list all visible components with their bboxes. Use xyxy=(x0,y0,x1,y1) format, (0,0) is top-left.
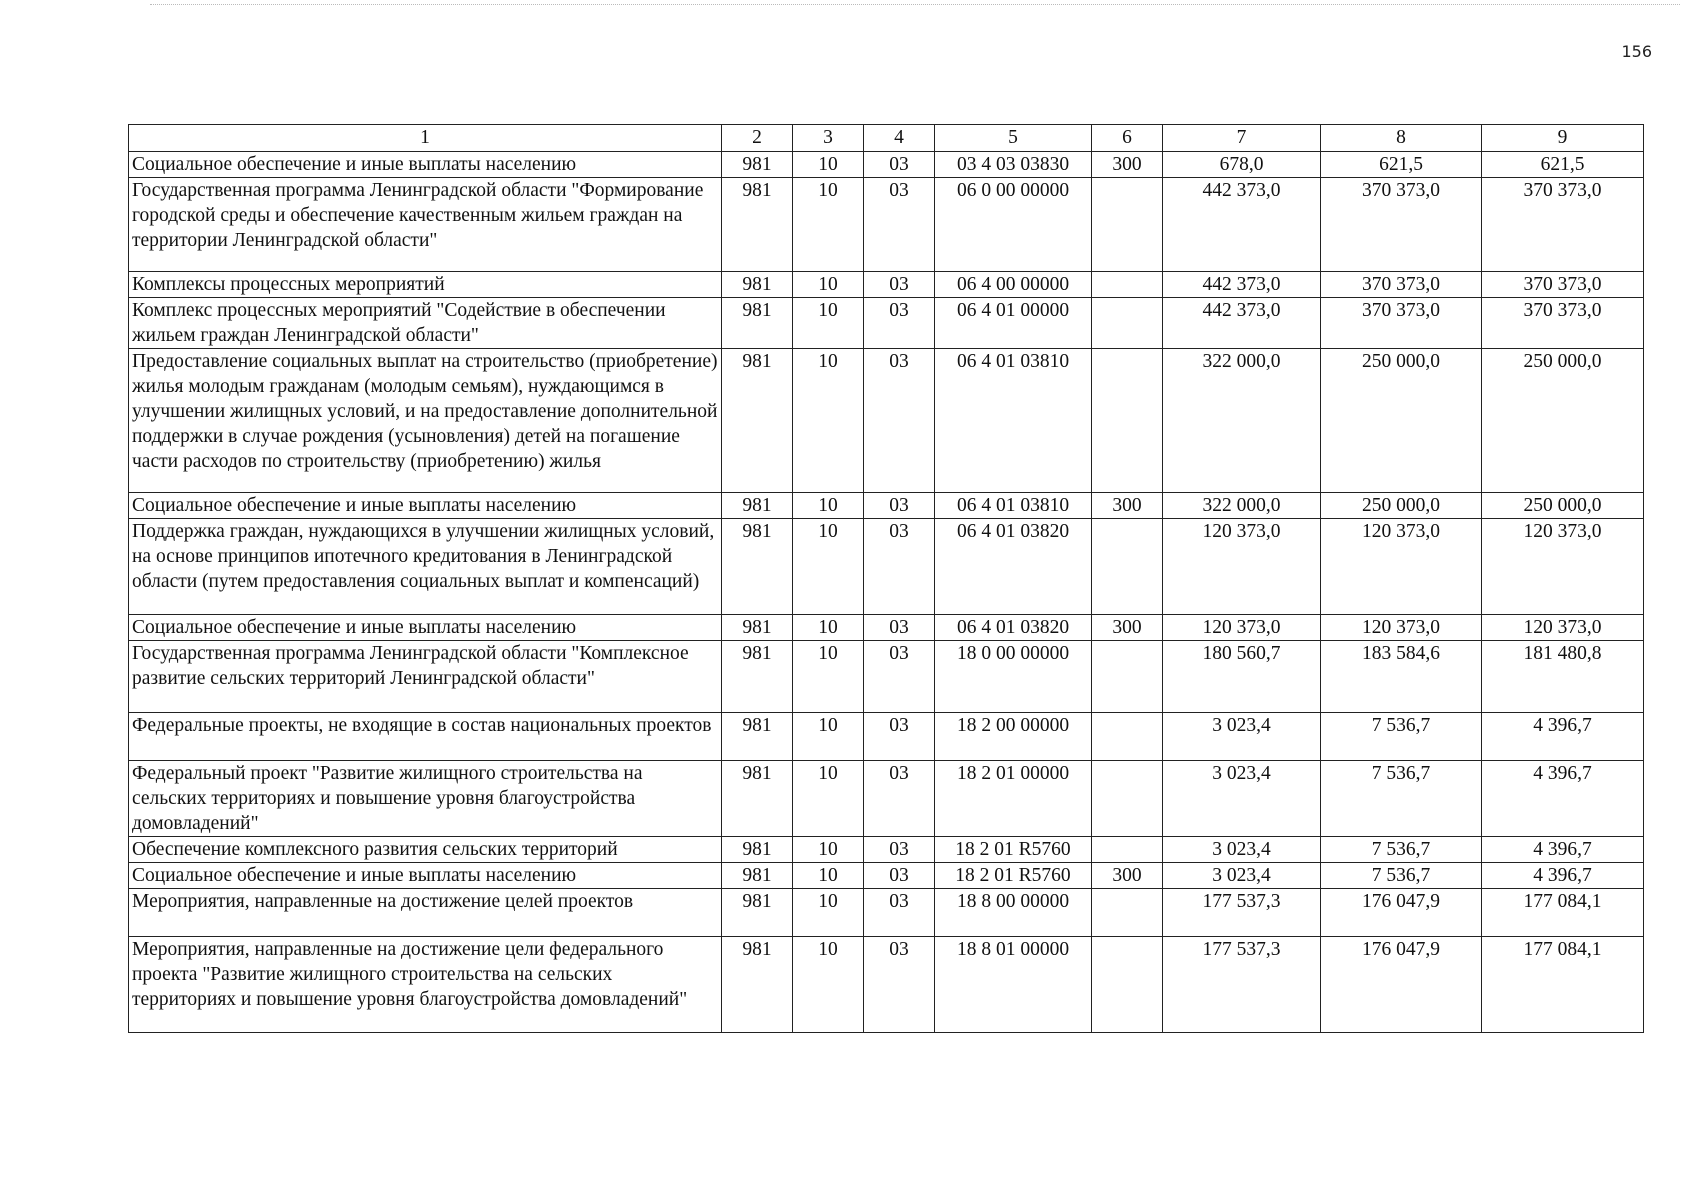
section-code-cell: 10 xyxy=(793,272,864,298)
section-code-cell: 10 xyxy=(793,178,864,272)
grbs-code-cell: 981 xyxy=(722,349,793,493)
row-name-cell: Социальное обеспечение и иные выплаты населению xyxy=(129,152,722,178)
amount-col8-cell: 370 373,0 xyxy=(1321,178,1482,272)
amount-col9-cell: 621,5 xyxy=(1482,152,1644,178)
amount-col7-cell: 3 023,4 xyxy=(1163,863,1321,889)
amount-col7-cell: 322 000,0 xyxy=(1163,349,1321,493)
subsection-code-cell: 03 xyxy=(864,937,935,1033)
amount-col9-cell: 120 373,0 xyxy=(1482,615,1644,641)
section-code-cell: 10 xyxy=(793,493,864,519)
row-name-cell: Комплексы процессных мероприятий xyxy=(129,272,722,298)
table-row xyxy=(129,615,1644,641)
row-name-cell: Мероприятия, направленные на достижение цели федерального проекта "Развитие жилищного строительства на сельских территориях и повышение уровня благоустройства домовладений" xyxy=(129,937,722,1033)
grbs-code-cell: 981 xyxy=(722,837,793,863)
amount-col9-cell: 370 373,0 xyxy=(1482,178,1644,272)
target-article-cell: 06 4 01 03810 xyxy=(935,493,1092,519)
target-article-cell: 06 4 01 03810 xyxy=(935,349,1092,493)
row-name-cell: Поддержка граждан, нуждающихся в улучшении жилищных условий, на основе принципов ипотечного кредитования в Ленинградской области (путем предоставления социальных выплат и компенсаций) xyxy=(129,519,722,615)
section-code-cell: 10 xyxy=(793,761,864,837)
amount-col9-cell: 4 396,7 xyxy=(1482,837,1644,863)
section-code-cell: 10 xyxy=(793,519,864,615)
amount-col9-cell: 177 084,1 xyxy=(1482,937,1644,1033)
expense-type-cell xyxy=(1092,298,1163,349)
subsection-code-cell: 03 xyxy=(864,298,935,349)
amount-col9-cell: 250 000,0 xyxy=(1482,493,1644,519)
grbs-code-cell: 981 xyxy=(722,615,793,641)
grbs-code-cell: 981 xyxy=(722,152,793,178)
grbs-code-cell: 981 xyxy=(722,178,793,272)
subsection-code-cell: 03 xyxy=(864,863,935,889)
row-name-cell: Обеспечение комплексного развития сельских территорий xyxy=(129,837,722,863)
header-row xyxy=(129,125,1644,152)
table-row xyxy=(129,889,1644,937)
page-number: 156 xyxy=(1621,42,1652,61)
row-name-cell: Предоставление социальных выплат на строительство (приобретение) жилья молодым гражданам (молодым семьям), нуждающимся в улучшении жилищных условий, и на предоставление дополнительной поддержки в случае рождения (усыновления) детей на погашение части расходов по строительству (приобретению) жилья xyxy=(129,349,722,493)
table-row xyxy=(129,178,1644,272)
row-name-cell: Мероприятия, направленные на достижение целей проектов xyxy=(129,889,722,937)
header-cell: 8 xyxy=(1321,125,1482,152)
expense-type-cell xyxy=(1092,713,1163,761)
amount-col9-cell: 4 396,7 xyxy=(1482,761,1644,837)
expense-type-cell: 300 xyxy=(1092,493,1163,519)
target-article-cell: 18 8 01 00000 xyxy=(935,937,1092,1033)
expense-type-cell xyxy=(1092,837,1163,863)
amount-col7-cell: 120 373,0 xyxy=(1163,615,1321,641)
row-name-cell: Государственная программа Ленинградской области "Комплексное развитие сельских территорий Ленинградской области" xyxy=(129,641,722,713)
target-article-cell: 18 8 00 00000 xyxy=(935,889,1092,937)
section-code-cell: 10 xyxy=(793,641,864,713)
target-article-cell: 06 4 01 03820 xyxy=(935,615,1092,641)
expense-type-cell xyxy=(1092,641,1163,713)
amount-col7-cell: 442 373,0 xyxy=(1163,178,1321,272)
amount-col8-cell: 621,5 xyxy=(1321,152,1482,178)
target-article-cell: 18 2 00 00000 xyxy=(935,713,1092,761)
expense-type-cell xyxy=(1092,349,1163,493)
subsection-code-cell: 03 xyxy=(864,889,935,937)
target-article-cell: 18 2 01 R5760 xyxy=(935,863,1092,889)
grbs-code-cell: 981 xyxy=(722,493,793,519)
subsection-code-cell: 03 xyxy=(864,493,935,519)
target-article-cell: 18 0 00 00000 xyxy=(935,641,1092,713)
table-row xyxy=(129,152,1644,178)
table-row xyxy=(129,641,1644,713)
expense-type-cell xyxy=(1092,761,1163,837)
subsection-code-cell: 03 xyxy=(864,837,935,863)
table-row xyxy=(129,863,1644,889)
header-cell: 6 xyxy=(1092,125,1163,152)
table-row xyxy=(129,298,1644,349)
table-row xyxy=(129,519,1644,615)
amount-col9-cell: 4 396,7 xyxy=(1482,863,1644,889)
amount-col7-cell: 322 000,0 xyxy=(1163,493,1321,519)
amount-col8-cell: 7 536,7 xyxy=(1321,863,1482,889)
target-article-cell: 06 4 00 00000 xyxy=(935,272,1092,298)
section-code-cell: 10 xyxy=(793,713,864,761)
grbs-code-cell: 981 xyxy=(722,298,793,349)
amount-col8-cell: 7 536,7 xyxy=(1321,713,1482,761)
target-article-cell: 18 2 01 00000 xyxy=(935,761,1092,837)
amount-col7-cell: 3 023,4 xyxy=(1163,713,1321,761)
amount-col8-cell: 176 047,9 xyxy=(1321,889,1482,937)
table-row xyxy=(129,937,1644,1033)
header-cell: 2 xyxy=(722,125,793,152)
amount-col7-cell: 3 023,4 xyxy=(1163,761,1321,837)
amount-col7-cell: 180 560,7 xyxy=(1163,641,1321,713)
section-code-cell: 10 xyxy=(793,298,864,349)
grbs-code-cell: 981 xyxy=(722,519,793,615)
expense-type-cell: 300 xyxy=(1092,152,1163,178)
header-cell: 9 xyxy=(1482,125,1644,152)
section-code-cell: 10 xyxy=(793,937,864,1033)
amount-col7-cell: 3 023,4 xyxy=(1163,837,1321,863)
amount-col8-cell: 250 000,0 xyxy=(1321,349,1482,493)
grbs-code-cell: 981 xyxy=(722,272,793,298)
expense-type-cell xyxy=(1092,937,1163,1033)
table-row xyxy=(129,837,1644,863)
grbs-code-cell: 981 xyxy=(722,937,793,1033)
target-article-cell: 06 0 00 00000 xyxy=(935,178,1092,272)
section-code-cell: 10 xyxy=(793,863,864,889)
target-article-cell: 03 4 03 03830 xyxy=(935,152,1092,178)
header-cell: 4 xyxy=(864,125,935,152)
table-row xyxy=(129,713,1644,761)
amount-col7-cell: 120 373,0 xyxy=(1163,519,1321,615)
budget-table xyxy=(128,124,1644,1033)
section-code-cell: 10 xyxy=(793,615,864,641)
amount-col9-cell: 181 480,8 xyxy=(1482,641,1644,713)
amount-col8-cell: 120 373,0 xyxy=(1321,615,1482,641)
subsection-code-cell: 03 xyxy=(864,761,935,837)
table-row xyxy=(129,349,1644,493)
section-code-cell: 10 xyxy=(793,889,864,937)
row-name-cell: Комплекс процессных мероприятий "Содействие в обеспечении жильем граждан Ленинградской области" xyxy=(129,298,722,349)
grbs-code-cell: 981 xyxy=(722,889,793,937)
amount-col8-cell: 7 536,7 xyxy=(1321,761,1482,837)
row-name-cell: Федеральный проект "Развитие жилищного строительства на сельских территориях и повышение уровня благоустройства домовладений" xyxy=(129,761,722,837)
amount-col7-cell: 177 537,3 xyxy=(1163,889,1321,937)
header-cell: 7 xyxy=(1163,125,1321,152)
subsection-code-cell: 03 xyxy=(864,615,935,641)
table-row xyxy=(129,761,1644,837)
grbs-code-cell: 981 xyxy=(722,761,793,837)
row-name-cell: Федеральные проекты, не входящие в состав национальных проектов xyxy=(129,713,722,761)
row-name-cell: Социальное обеспечение и иные выплаты населению xyxy=(129,863,722,889)
expense-type-cell xyxy=(1092,889,1163,937)
row-name-cell: Социальное обеспечение и иные выплаты населению xyxy=(129,493,722,519)
row-name-cell: Государственная программа Ленинградской области "Формирование городской среды и обеспечение качественным жильем граждан на территории Ленинградской области" xyxy=(129,178,722,272)
expense-type-cell xyxy=(1092,272,1163,298)
amount-col9-cell: 177 084,1 xyxy=(1482,889,1644,937)
header-cell: 5 xyxy=(935,125,1092,152)
amount-col7-cell: 442 373,0 xyxy=(1163,272,1321,298)
subsection-code-cell: 03 xyxy=(864,272,935,298)
grbs-code-cell: 981 xyxy=(722,641,793,713)
header-cell: 1 xyxy=(129,125,722,152)
subsection-code-cell: 03 xyxy=(864,152,935,178)
target-article-cell: 18 2 01 R5760 xyxy=(935,837,1092,863)
amount-col8-cell: 250 000,0 xyxy=(1321,493,1482,519)
amount-col7-cell: 177 537,3 xyxy=(1163,937,1321,1033)
amount-col7-cell: 442 373,0 xyxy=(1163,298,1321,349)
grbs-code-cell: 981 xyxy=(722,713,793,761)
amount-col8-cell: 7 536,7 xyxy=(1321,837,1482,863)
amount-col8-cell: 370 373,0 xyxy=(1321,272,1482,298)
amount-col9-cell: 370 373,0 xyxy=(1482,272,1644,298)
amount-col9-cell: 4 396,7 xyxy=(1482,713,1644,761)
target-article-cell: 06 4 01 03820 xyxy=(935,519,1092,615)
amount-col8-cell: 120 373,0 xyxy=(1321,519,1482,615)
row-name-cell: Социальное обеспечение и иные выплаты населению xyxy=(129,615,722,641)
expense-type-cell: 300 xyxy=(1092,863,1163,889)
amount-col8-cell: 183 584,6 xyxy=(1321,641,1482,713)
grbs-code-cell: 981 xyxy=(722,863,793,889)
expense-type-cell: 300 xyxy=(1092,615,1163,641)
amount-col9-cell: 370 373,0 xyxy=(1482,298,1644,349)
header-cell: 3 xyxy=(793,125,864,152)
table-row xyxy=(129,493,1644,519)
amount-col7-cell: 678,0 xyxy=(1163,152,1321,178)
amount-col8-cell: 370 373,0 xyxy=(1321,298,1482,349)
table-row xyxy=(129,272,1644,298)
target-article-cell: 06 4 01 00000 xyxy=(935,298,1092,349)
scan-top-rule xyxy=(150,4,1680,5)
subsection-code-cell: 03 xyxy=(864,641,935,713)
section-code-cell: 10 xyxy=(793,152,864,178)
subsection-code-cell: 03 xyxy=(864,519,935,615)
expense-type-cell xyxy=(1092,519,1163,615)
amount-col8-cell: 176 047,9 xyxy=(1321,937,1482,1033)
subsection-code-cell: 03 xyxy=(864,178,935,272)
section-code-cell: 10 xyxy=(793,837,864,863)
subsection-code-cell: 03 xyxy=(864,349,935,493)
subsection-code-cell: 03 xyxy=(864,713,935,761)
expense-type-cell xyxy=(1092,178,1163,272)
amount-col9-cell: 250 000,0 xyxy=(1482,349,1644,493)
amount-col9-cell: 120 373,0 xyxy=(1482,519,1644,615)
section-code-cell: 10 xyxy=(793,349,864,493)
